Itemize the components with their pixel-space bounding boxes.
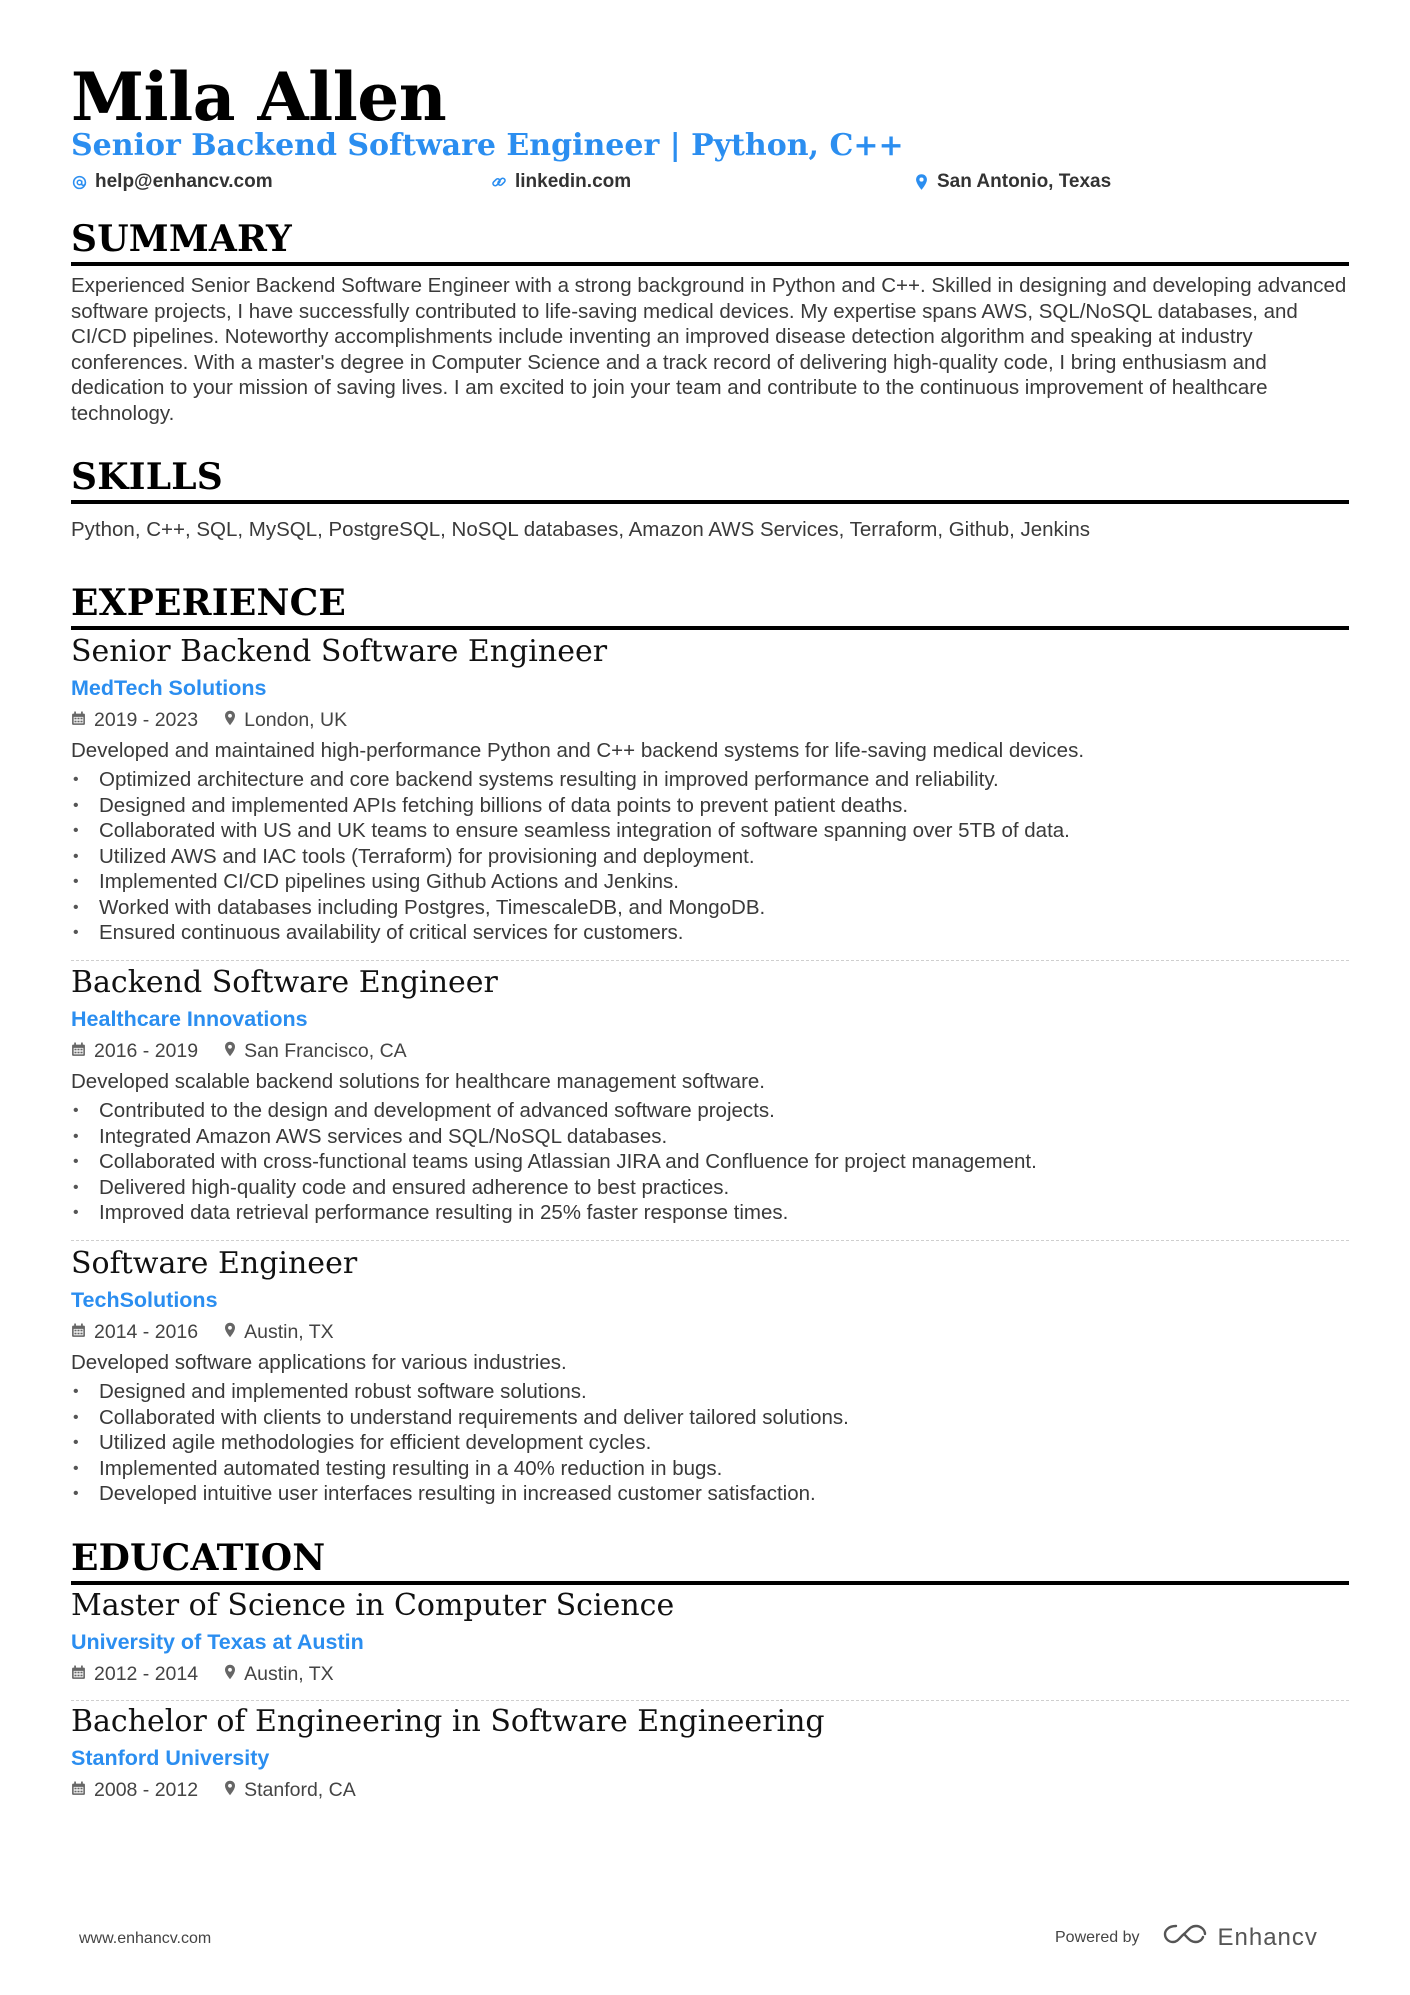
candidate-title: Senior Backend Software Engineer | Python, C++	[71, 128, 904, 163]
entry-divider	[71, 960, 1349, 961]
list-item: • Collaborated with clients to understand requirements and deliver tailored solutions.	[73, 1405, 849, 1429]
job-dates-text: 2016 - 2019	[94, 1040, 199, 1062]
school-name[interactable]: University of Texas at Austin	[71, 1630, 364, 1654]
footer-branding	[1055, 1922, 1318, 1953]
calendar-icon	[71, 705, 86, 735]
job-location	[224, 705, 347, 735]
job-dates	[71, 705, 198, 735]
list-item: • Delivered high-quality code and ensured adherence to best practices.	[73, 1175, 730, 1199]
footer-website[interactable]: www.enhancv.com	[79, 1930, 212, 1947]
list-item: • Implemented automated testing resulting in a 40% reduction in bugs.	[73, 1456, 723, 1480]
calendar-icon	[71, 1036, 86, 1066]
experience-entry	[71, 633, 1349, 946]
education-dates-text: 2012 - 2014	[94, 1663, 199, 1685]
job-location	[224, 1317, 334, 1347]
education-location	[224, 1775, 356, 1805]
job-meta	[71, 1036, 1349, 1066]
enhancv-logo-icon	[1162, 1922, 1208, 1953]
list-item: • Developed intuitive user interfaces resulting in increased customer satisfaction.	[73, 1482, 816, 1505]
list-item: • Designed and implemented robust software solutions.	[73, 1380, 587, 1403]
location-pin-icon	[224, 1659, 236, 1689]
education-meta	[71, 1775, 1349, 1805]
experience-entry	[71, 964, 1349, 1226]
job-dates	[71, 1036, 198, 1066]
job-dates-text: 2014 - 2016	[94, 1321, 199, 1343]
location-pin-icon	[224, 705, 236, 735]
job-company[interactable]: Healthcare Innovations	[71, 1007, 308, 1031]
location-pin-icon	[224, 1036, 236, 1066]
education-dates-text: 2008 - 2012	[94, 1779, 199, 1801]
contact-linkedin-text: linkedin.com	[515, 171, 632, 192]
job-bullets	[71, 1379, 1349, 1507]
location-pin-icon	[224, 1317, 236, 1347]
entry-divider	[71, 1240, 1349, 1241]
education-location	[224, 1659, 334, 1689]
enhancv-logo-text: Enhancv	[1217, 1923, 1318, 1951]
list-item: • Contributed to the design and development of advanced software projects.	[73, 1099, 775, 1122]
calendar-icon	[71, 1775, 86, 1805]
location-pin-icon	[913, 173, 929, 191]
education-entry	[71, 1703, 1349, 1805]
education-location-text: Stanford, CA	[244, 1779, 356, 1801]
job-dates	[71, 1317, 198, 1347]
education-heading: EDUCATION	[71, 1535, 1349, 1585]
contact-location	[913, 168, 1111, 196]
job-dates-text: 2019 - 2023	[94, 709, 199, 731]
list-item: • Optimized architecture and core backend systems resulting in improved performance and reliability.	[73, 768, 999, 791]
list-item: • Collaborated with cross-functional teams using Atlassian JIRA and Confluence for project management.	[73, 1150, 1037, 1173]
powered-by-label: Powered by	[1055, 1928, 1140, 1946]
summary-text: Experienced Senior Backend Software Engineer with a strong background in Python and C++. Skilled in designing and developing advanced software projects, I have successfully contributed to life-saving medical devices. My expertise spans AWS, SQL/NoSQL databases, and CI/CD pipelines. Noteworthy accomplishments include inventing an improved disease detection algorithm and speaking at industry conferences. With a master's degree in Computer Science and a track record of delivering high-quality code, I bring enthusiasm and dedication to your mission of saving lives. I am excited to join your team and contribute to the continuous improvement of healthcare technology.	[71, 274, 1347, 425]
experience-entry	[71, 1245, 1349, 1507]
list-item: • Utilized AWS and IAC tools (Terraform) for provisioning and deployment.	[73, 844, 755, 868]
list-item: • Worked with databases including Postgres, TimescaleDB, and MongoDB.	[73, 895, 766, 919]
job-role: Software Engineer	[71, 1246, 358, 1281]
education-location-text: Austin, TX	[244, 1663, 334, 1685]
education-meta	[71, 1659, 1349, 1689]
education-dates	[71, 1659, 198, 1689]
entry-divider	[71, 1700, 1349, 1701]
summary-heading: SUMMARY	[71, 216, 1349, 266]
education-entry	[71, 1587, 1349, 1689]
at-icon	[71, 173, 87, 191]
list-item: • Collaborated with US and UK teams to ensure seamless integration of software spanning over 5TB of data.	[73, 819, 1070, 842]
location-pin-icon	[224, 1775, 236, 1805]
job-company[interactable]: MedTech Solutions	[71, 676, 267, 700]
job-summary: Developed and maintained high-performance Python and C++ backend systems for life-saving medical devices.	[71, 739, 1085, 762]
contact-email[interactable]	[71, 168, 273, 196]
enhancv-logo[interactable]	[1162, 1922, 1318, 1953]
job-bullets	[71, 767, 1349, 946]
job-location-text: Austin, TX	[244, 1321, 334, 1343]
job-meta	[71, 1317, 1349, 1347]
job-role: Backend Software Engineer	[71, 965, 498, 1000]
education-dates	[71, 1775, 198, 1805]
job-meta	[71, 705, 1349, 735]
skills-text: Python, C++, SQL, MySQL, PostgreSQL, NoSQL databases, Amazon AWS Services, Terraform, Github, Jenkins	[71, 518, 1091, 541]
job-company[interactable]: TechSolutions	[71, 1288, 218, 1312]
list-item: • Improved data retrieval performance resulting in 25% faster response times.	[73, 1201, 789, 1224]
degree-title: Bachelor of Engineering in Software Engineering	[71, 1704, 825, 1739]
job-summary: Developed software applications for various industries.	[71, 1351, 567, 1374]
calendar-icon	[71, 1659, 86, 1689]
job-location-text: London, UK	[244, 709, 348, 731]
candidate-name: Mila Allen	[71, 58, 447, 136]
job-location	[224, 1036, 407, 1066]
list-item: • Implemented CI/CD pipelines using Github Actions and Jenkins.	[73, 870, 680, 893]
list-item: • Ensured continuous availability of critical services for customers.	[73, 921, 684, 944]
contact-bar	[71, 168, 1349, 196]
job-bullets	[71, 1098, 1349, 1226]
list-item: • Utilized agile methodologies for efficient development cycles.	[73, 1431, 652, 1454]
skills-heading: SKILLS	[71, 454, 1349, 504]
degree-title: Master of Science in Computer Science	[71, 1588, 675, 1623]
job-location-text: San Francisco, CA	[244, 1040, 407, 1062]
school-name[interactable]: Stanford University	[71, 1746, 270, 1770]
contact-email-text: help@enhancv.com	[95, 171, 273, 192]
job-summary: Developed scalable backend solutions for healthcare management software.	[71, 1070, 765, 1093]
calendar-icon	[71, 1317, 86, 1347]
link-icon	[491, 173, 507, 191]
contact-location-text: San Antonio, Texas	[937, 171, 1112, 192]
experience-heading: EXPERIENCE	[71, 580, 1349, 630]
list-item: • Integrated Amazon AWS services and SQL/NoSQL databases.	[73, 1124, 668, 1148]
list-item: • Designed and implemented APIs fetching billions of data points to prevent patient deaths.	[73, 793, 909, 817]
contact-linkedin[interactable]	[491, 168, 631, 196]
job-role: Senior Backend Software Engineer	[71, 634, 608, 669]
